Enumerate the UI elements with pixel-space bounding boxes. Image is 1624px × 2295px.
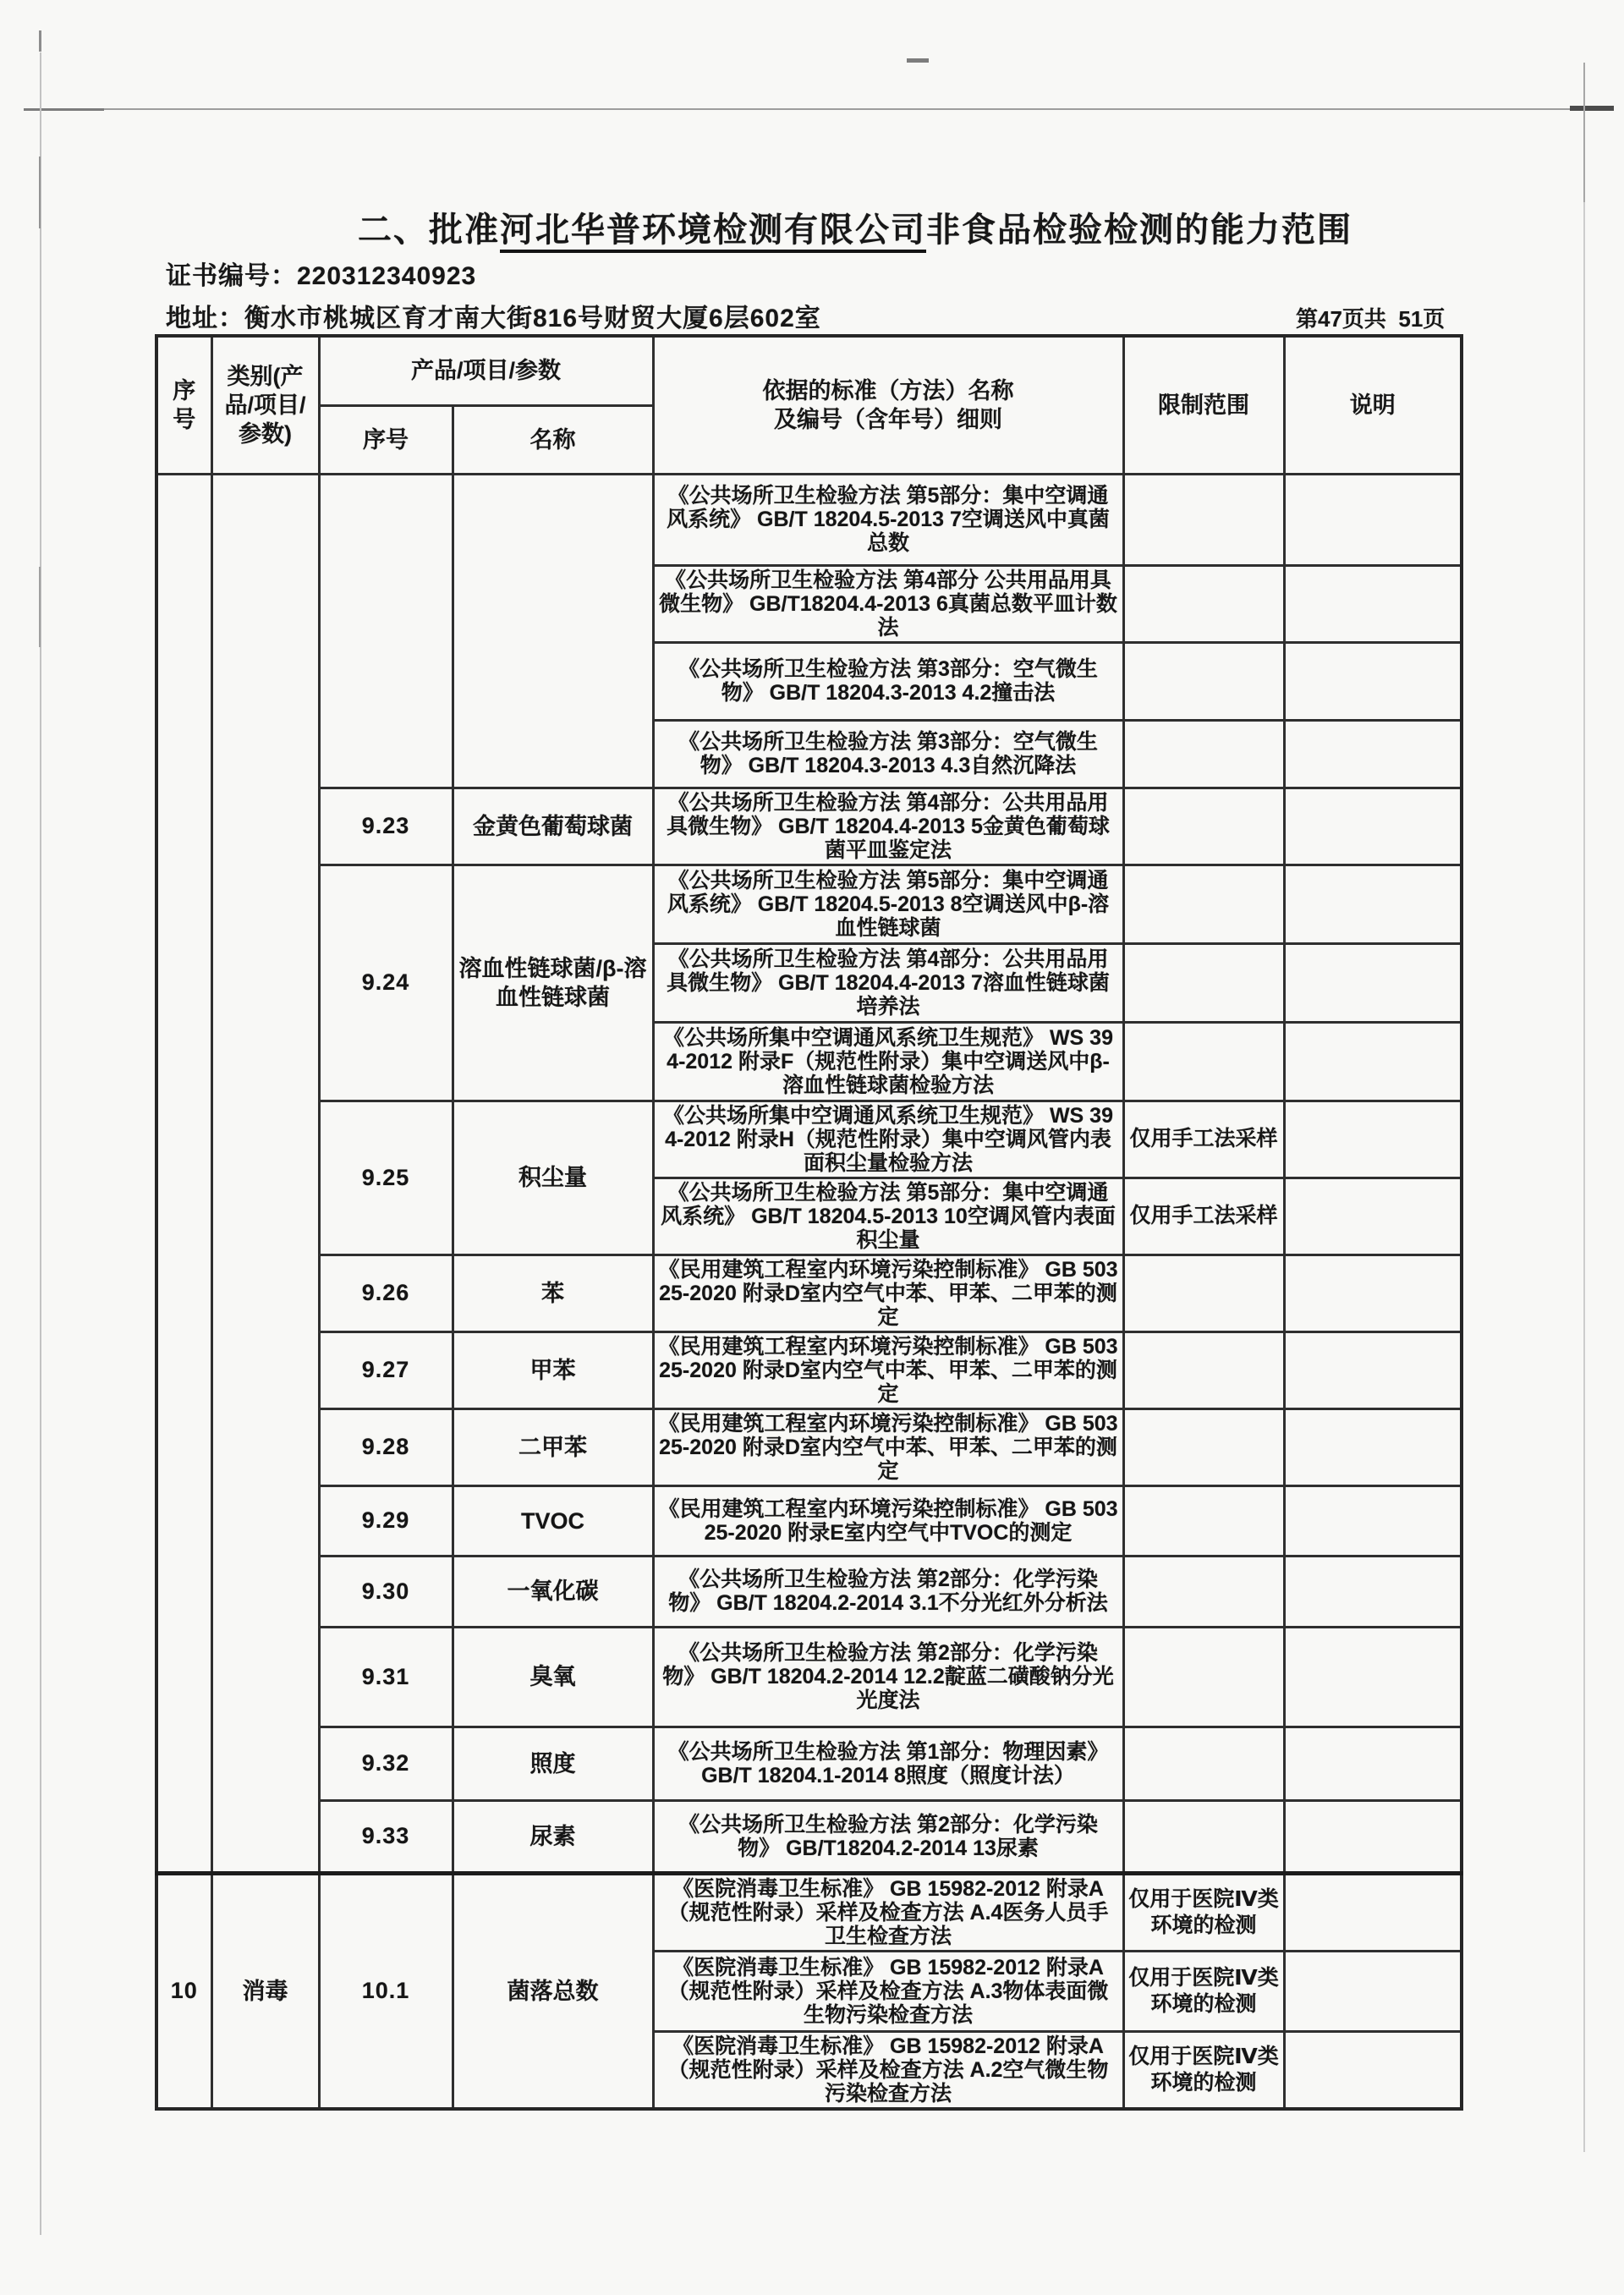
note-cell	[1284, 1022, 1462, 1101]
standard-cell: 《公共场所卫生检验方法 第5部分：集中空调通风系统》 GB/T 18204.5-2013 8空调送风中β-溶血性链球菌	[653, 865, 1123, 943]
section9-no-cell	[156, 474, 211, 1873]
table-row	[156, 1556, 1462, 1627]
note-cell	[1284, 1627, 1462, 1727]
standard-cell: 《民用建筑工程室内环境污染控制标准》 GB 50325-2020 附录D室内空气中苯、甲苯、二甲苯的测定	[653, 1408, 1123, 1485]
capability-table	[155, 334, 1463, 2111]
standard-cell: 《公共场所卫生检验方法 第5部分：集中空调通风系统》 GB/T 18204.5-2013 10空调风管内表面积尘量	[653, 1178, 1123, 1255]
limit-cell	[1123, 1485, 1284, 1556]
table-row	[156, 788, 1462, 865]
table-row	[156, 1727, 1462, 1800]
note-cell	[1284, 943, 1462, 1022]
table-row	[156, 1873, 1462, 1951]
limit-cell	[1123, 1331, 1284, 1408]
standard-cell: 《公共场所卫生检验方法 第2部分：化学污染物》 GB/T 18204.2-2014 3.1不分光红外分析法	[653, 1556, 1123, 1627]
table-row	[156, 1408, 1462, 1485]
table-row	[156, 1485, 1462, 1556]
limit-cell	[1123, 865, 1284, 943]
limit-cell	[1123, 788, 1284, 865]
scan-artifact-left-tick	[39, 30, 41, 52]
name-cell: 尿素	[453, 1800, 653, 1873]
name-cell: 二甲苯	[453, 1408, 653, 1485]
note-cell	[1284, 1255, 1462, 1331]
sub-no-cell: 10.1	[319, 1873, 453, 2109]
standard-cell: 《医院消毒卫生标准》 GB 15982-2012 附录A（规范性附录）采样及检查方法 A.3物体表面微生物污染检查方法	[653, 1951, 1123, 2031]
scan-artifact-top-dash	[907, 58, 929, 63]
sub-no-cell	[319, 474, 453, 788]
certificate-number-value: 220312340923	[297, 262, 477, 290]
section-no-cell: 10	[156, 1873, 211, 2109]
header-col-sub-name: 名称	[453, 405, 653, 474]
note-cell	[1284, 1331, 1462, 1408]
name-cell	[453, 474, 653, 788]
limit-cell: 仅用于医院Ⅳ类环境的检测	[1123, 1873, 1284, 1951]
limit-cell	[1123, 474, 1284, 565]
scan-artifact-horizontal-line-dark-cap	[1570, 106, 1614, 111]
standard-cell: 《公共场所卫生检验方法 第4部分 公共用品用具微生物》 GB/T18204.4-2013 6真菌总数平皿计数法	[653, 565, 1123, 642]
standard-cell: 《医院消毒卫生标准》 GB 15982-2012 附录A（规范性附录）采样及检查方法 A.4医务人员手卫生检查方法	[653, 1873, 1123, 1951]
page-title-prefix: 二、批准	[358, 211, 500, 249]
sub-no-cell: 9.32	[319, 1727, 453, 1800]
name-cell: 一氧化碳	[453, 1556, 653, 1627]
table-row	[156, 1331, 1462, 1408]
standard-cell: 《民用建筑工程室内环境污染控制标准》 GB 50325-2020 附录D室内空气中苯、甲苯、二甲苯的测定	[653, 1331, 1123, 1408]
table-row	[156, 1255, 1462, 1331]
standard-cell: 《民用建筑工程室内环境污染控制标准》 GB 50325-2020 附录E室内空气中TVOC的测定	[653, 1485, 1123, 1556]
header-col-no: 序号	[156, 336, 211, 474]
name-cell: 臭氧	[453, 1627, 653, 1727]
scan-artifact-right-edge-line	[1583, 63, 1585, 2152]
limit-cell: 仅用于医院Ⅳ类环境的检测	[1123, 2031, 1284, 2109]
limit-cell	[1123, 1022, 1284, 1101]
section-category-cell: 消毒	[211, 1873, 319, 2109]
note-cell	[1284, 642, 1462, 720]
address-line	[166, 297, 821, 334]
name-cell: TVOC	[453, 1485, 653, 1556]
address-label: 地址：	[166, 305, 244, 332]
note-cell	[1284, 474, 1462, 565]
name-cell: 甲苯	[453, 1331, 653, 1408]
scan-artifact-left-edge-line	[40, 52, 41, 2235]
name-cell: 菌落总数	[453, 1873, 653, 2109]
limit-cell: 仅用手工法采样	[1123, 1101, 1284, 1178]
header-col-limit: 限制范围	[1123, 336, 1284, 474]
limit-cell	[1123, 1408, 1284, 1485]
sub-no-cell: 9.24	[319, 865, 453, 1101]
table-row	[156, 1101, 1462, 1178]
header-col-note: 说明	[1284, 336, 1462, 474]
limit-cell	[1123, 1255, 1284, 1331]
note-cell	[1284, 1408, 1462, 1485]
sub-no-cell: 9.27	[319, 1331, 453, 1408]
limit-cell	[1123, 720, 1284, 788]
section9-category-cell	[211, 474, 319, 1873]
sub-no-cell: 9.30	[319, 1556, 453, 1627]
sub-no-cell: 9.25	[319, 1101, 453, 1255]
sub-no-cell: 9.23	[319, 788, 453, 865]
page-title-suffix: 非食品检验检测的能力范围	[926, 211, 1352, 249]
scan-artifact-horizontal-line	[24, 108, 1612, 110]
name-cell: 照度	[453, 1727, 653, 1800]
note-cell	[1284, 1101, 1462, 1178]
table-header-row-1	[156, 336, 1462, 405]
limit-cell	[1123, 943, 1284, 1022]
limit-cell	[1123, 1627, 1284, 1727]
page-title-company-underlined: 河北华普环境检测有限公司	[500, 211, 926, 253]
note-cell	[1284, 1800, 1462, 1873]
note-cell	[1284, 2031, 1462, 2109]
standard-cell: 《公共场所卫生检验方法 第3部分：空气微生物》 GB/T 18204.3-2013 4.2撞击法	[653, 642, 1123, 720]
table-row	[156, 1800, 1462, 1873]
standard-cell: 《公共场所卫生检验方法 第5部分：集中空调通风系统》 GB/T 18204.5-2013 7空调送风中真菌总数	[653, 474, 1123, 565]
standard-cell: 《公共场所集中空调通风系统卫生规范》 WS 394-2012 附录F（规范性附录）集中空调送风中β-溶血性链球菌检验方法	[653, 1022, 1123, 1101]
limit-cell	[1123, 1800, 1284, 1873]
page-number: 第47页共 51页	[1296, 306, 1446, 332]
standard-cell: 《公共场所卫生检验方法 第3部分：空气微生物》 GB/T 18204.3-2013 4.3自然沉降法	[653, 720, 1123, 788]
table-row	[156, 474, 1462, 565]
sub-no-cell: 9.33	[319, 1800, 453, 1873]
certificate-number-line	[166, 255, 476, 292]
sub-no-cell: 9.29	[319, 1485, 453, 1556]
note-cell	[1284, 1951, 1462, 2031]
name-cell: 苯	[453, 1255, 653, 1331]
standard-cell: 《医院消毒卫生标准》 GB 15982-2012 附录A（规范性附录）采样及检查方法 A.2空气微生物污染检查方法	[653, 2031, 1123, 2109]
standard-cell: 《公共场所卫生检验方法 第4部分：公共用品用具微生物》 GB/T 18204.4-2013 5金黄色葡萄球菌平皿鉴定法	[653, 788, 1123, 865]
note-cell	[1284, 565, 1462, 642]
scan-artifact-left-smudge	[39, 156, 41, 228]
note-cell	[1284, 788, 1462, 865]
note-cell	[1284, 865, 1462, 943]
limit-cell	[1123, 1556, 1284, 1627]
scan-artifact-left-smudge	[39, 567, 41, 647]
name-cell: 金黄色葡萄球菌	[453, 788, 653, 865]
limit-cell	[1123, 565, 1284, 642]
address-value: 衡水市桃城区育才南大街816号财贸大厦6层602室	[244, 305, 821, 332]
standard-cell: 《公共场所卫生检验方法 第2部分：化学污染物》 GB/T 18204.2-2014 12.2靛蓝二磺酸钠分光光度法	[653, 1627, 1123, 1727]
header-col-standard-line2: 及编号（含年号）细则	[774, 406, 1002, 432]
sub-no-cell: 9.26	[319, 1255, 453, 1331]
table-row	[156, 1627, 1462, 1727]
note-cell	[1284, 1873, 1462, 1951]
standard-cell: 《公共场所卫生检验方法 第1部分：物理因素》 GB/T 18204.1-2014 8照度（照度计法）	[653, 1727, 1123, 1800]
standard-cell: 《民用建筑工程室内环境污染控制标准》 GB 50325-2020 附录D室内空气中苯、甲苯、二甲苯的测定	[653, 1255, 1123, 1331]
header-col-standard	[653, 336, 1123, 474]
note-cell	[1284, 1727, 1462, 1800]
sub-no-cell: 9.31	[319, 1627, 453, 1727]
name-cell: 积尘量	[453, 1101, 653, 1255]
certificate-number-label: 证书编号：	[166, 262, 297, 290]
scan-artifact-right-edge-dark	[1583, 63, 1585, 202]
page-title	[358, 203, 1352, 251]
standard-cell: 《公共场所卫生检验方法 第4部分：公共用品用具微生物》 GB/T 18204.4-2013 7溶血性链球菌培养法	[653, 943, 1123, 1022]
scan-artifact-horizontal-line-dark-left	[24, 108, 104, 111]
name-cell: 溶血性链球菌/β-溶血性链球菌	[453, 865, 653, 1101]
note-cell	[1284, 1485, 1462, 1556]
note-cell	[1284, 1178, 1462, 1255]
header-col-sub-no: 序号	[319, 405, 453, 474]
header-col-standard-line1: 依据的标准（方法）名称	[762, 377, 1014, 404]
standard-cell: 《公共场所卫生检验方法 第2部分：化学污染物》 GB/T18204.2-2014 13尿素	[653, 1800, 1123, 1873]
header-col-category: 类别(产品/项目/参数)	[211, 336, 319, 474]
sub-no-cell: 9.28	[319, 1408, 453, 1485]
limit-cell	[1123, 642, 1284, 720]
limit-cell: 仅用手工法采样	[1123, 1178, 1284, 1255]
header-col-product-group: 产品/项目/参数	[319, 336, 653, 405]
note-cell	[1284, 1556, 1462, 1627]
limit-cell: 仅用于医院Ⅳ类环境的检测	[1123, 1951, 1284, 2031]
limit-cell	[1123, 1727, 1284, 1800]
table-row	[156, 865, 1462, 943]
note-cell	[1284, 720, 1462, 788]
standard-cell: 《公共场所集中空调通风系统卫生规范》 WS 394-2012 附录H（规范性附录）集中空调风管内表面积尘量检验方法	[653, 1101, 1123, 1178]
